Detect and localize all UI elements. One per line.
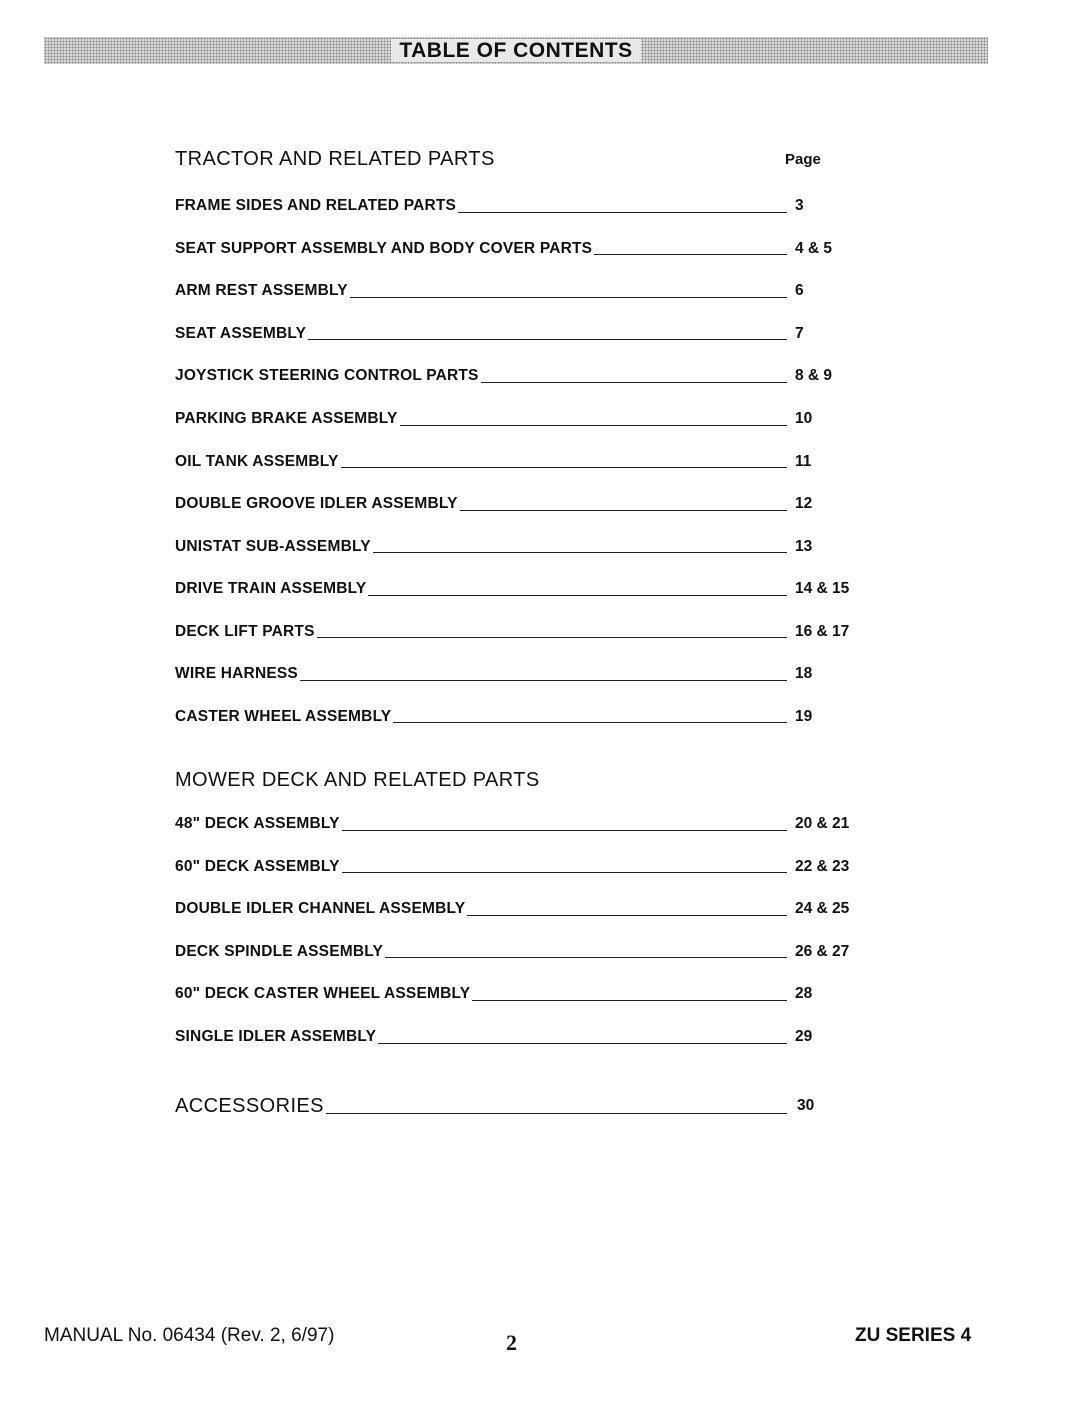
- toc-list-mower-deck: [175, 803, 855, 1058]
- dot-leader: [341, 467, 787, 468]
- toc-entry-pages: 6: [795, 282, 804, 300]
- toc-entry[interactable]: [175, 185, 855, 228]
- toc-entry-label: OIL TANK ASSEMBLY: [175, 452, 339, 470]
- toc-entry-pages: 13: [795, 537, 813, 555]
- toc-entry-label: WIRE HARNESS: [175, 665, 298, 683]
- toc-entry-label: ARM REST ASSEMBLY: [175, 282, 348, 300]
- toc-list-tractor: [175, 185, 855, 738]
- toc-entry-pages: 10: [795, 410, 813, 427]
- toc-entry-label: SEAT ASSEMBLY: [175, 324, 307, 342]
- dot-leader: [393, 722, 787, 723]
- dot-leader: [472, 1000, 787, 1001]
- toc-entry-pages: 3: [795, 197, 804, 215]
- toc-entry[interactable]: [175, 610, 855, 653]
- toc-entry-label: SINGLE IDLER ASSEMBLY: [175, 1028, 377, 1045]
- toc-entry-label: 60" DECK ASSEMBLY: [175, 857, 340, 875]
- page-title: TABLE OF CONTENTS: [391, 39, 640, 62]
- page-column-label: Page: [785, 151, 821, 168]
- toc-entry-label: PARKING BRAKE ASSEMBLY: [175, 410, 398, 427]
- toc-entry-label: 60" DECK CASTER WHEEL ASSEMBLY: [175, 985, 471, 1003]
- toc-entry[interactable]: [175, 888, 855, 931]
- toc-entry-pages: 29: [795, 1028, 813, 1045]
- toc-entry-label: DOUBLE IDLER CHANNEL ASSEMBLY: [175, 900, 466, 918]
- toc-entry-label: FRAME SIDES AND RELATED PARTS: [175, 197, 457, 215]
- dot-leader: [308, 339, 787, 340]
- toc-entry-pages: 26 & 27: [795, 942, 850, 960]
- toc-entry[interactable]: [175, 653, 855, 696]
- dot-leader: [378, 1043, 787, 1044]
- toc-entry-label: DOUBLE GROOVE IDLER ASSEMBLY: [175, 495, 458, 513]
- toc-entry[interactable]: [175, 270, 855, 313]
- toc-entry-label: JOYSTICK STEERING CONTROL PARTS: [175, 367, 479, 385]
- toc-entry-label: CASTER WHEEL ASSEMBLY: [175, 707, 392, 725]
- toc-entry-accessories[interactable]: [175, 1092, 855, 1120]
- toc-entry-pages: 30: [797, 1097, 815, 1114]
- manual-number: MANUAL No. 06434 (Rev. 2, 6/97): [44, 1325, 335, 1346]
- toc-entry-pages: 4 & 5: [795, 239, 833, 257]
- toc-entry[interactable]: [175, 973, 855, 1016]
- toc-entry-pages: 20 & 21: [795, 815, 850, 833]
- toc-entry[interactable]: [175, 931, 855, 974]
- toc-entry[interactable]: [175, 803, 855, 846]
- toc-entry-pages: 14 & 15: [795, 580, 850, 598]
- dot-leader: [481, 382, 787, 383]
- toc-entry[interactable]: [175, 568, 855, 611]
- toc-entry-label: 48" DECK ASSEMBLY: [175, 815, 340, 833]
- toc-entry[interactable]: [175, 483, 855, 526]
- toc-entry-pages: 24 & 25: [795, 900, 850, 918]
- toc-entry-pages: 8 & 9: [795, 367, 833, 385]
- series-label: ZU SERIES 4: [855, 1325, 972, 1346]
- toc-entry-label: DECK LIFT PARTS: [175, 622, 315, 640]
- toc-entry[interactable]: [175, 313, 855, 356]
- section-heading-mower-deck: MOWER DECK AND RELATED PARTS: [175, 769, 540, 791]
- dot-leader: [342, 872, 787, 873]
- dot-leader: [460, 510, 787, 511]
- toc-entry[interactable]: [175, 355, 855, 398]
- toc-entry-pages: 16 & 17: [795, 622, 850, 640]
- dot-leader: [300, 680, 787, 681]
- dot-leader: [467, 915, 787, 916]
- toc-entry-pages: 28: [795, 985, 813, 1003]
- title-banner: [44, 37, 988, 64]
- dot-leader: [594, 254, 787, 255]
- dot-leader: [373, 552, 787, 553]
- toc-entry-label: DECK SPINDLE ASSEMBLY: [175, 942, 384, 960]
- toc-entry-pages: 22 & 23: [795, 857, 850, 875]
- dot-leader: [317, 637, 787, 638]
- toc-entry-label: DRIVE TRAIN ASSEMBLY: [175, 580, 367, 598]
- section-heading-tractor: TRACTOR AND RELATED PARTS: [175, 148, 495, 170]
- toc-entry-pages: 18: [795, 665, 813, 683]
- page-number: 2: [506, 1330, 517, 1355]
- toc-entry-label: UNISTAT SUB-ASSEMBLY: [175, 537, 371, 555]
- toc-entry[interactable]: [175, 846, 855, 889]
- toc-entry[interactable]: [175, 1016, 855, 1059]
- dot-leader: [350, 297, 787, 298]
- toc-entry[interactable]: [175, 228, 855, 271]
- toc-entry[interactable]: [175, 696, 855, 739]
- toc-entry-pages: 7: [795, 324, 804, 342]
- toc-entry-label: SEAT SUPPORT ASSEMBLY AND BODY COVER PARTS: [175, 239, 593, 257]
- toc-entry-label: ACCESSORIES: [175, 1094, 324, 1117]
- dot-leader: [342, 830, 787, 831]
- dot-leader: [368, 595, 787, 596]
- toc-entry[interactable]: [175, 398, 855, 441]
- toc-entry-pages: 19: [795, 707, 813, 725]
- dot-leader: [385, 957, 787, 958]
- dot-leader: [458, 212, 787, 213]
- dot-leader: [326, 1113, 787, 1114]
- toc-entry[interactable]: [175, 525, 855, 568]
- dot-leader: [400, 425, 787, 426]
- toc-entry-pages: 12: [795, 495, 813, 513]
- toc-entry-pages: 11: [795, 452, 812, 470]
- toc-entry[interactable]: [175, 440, 855, 483]
